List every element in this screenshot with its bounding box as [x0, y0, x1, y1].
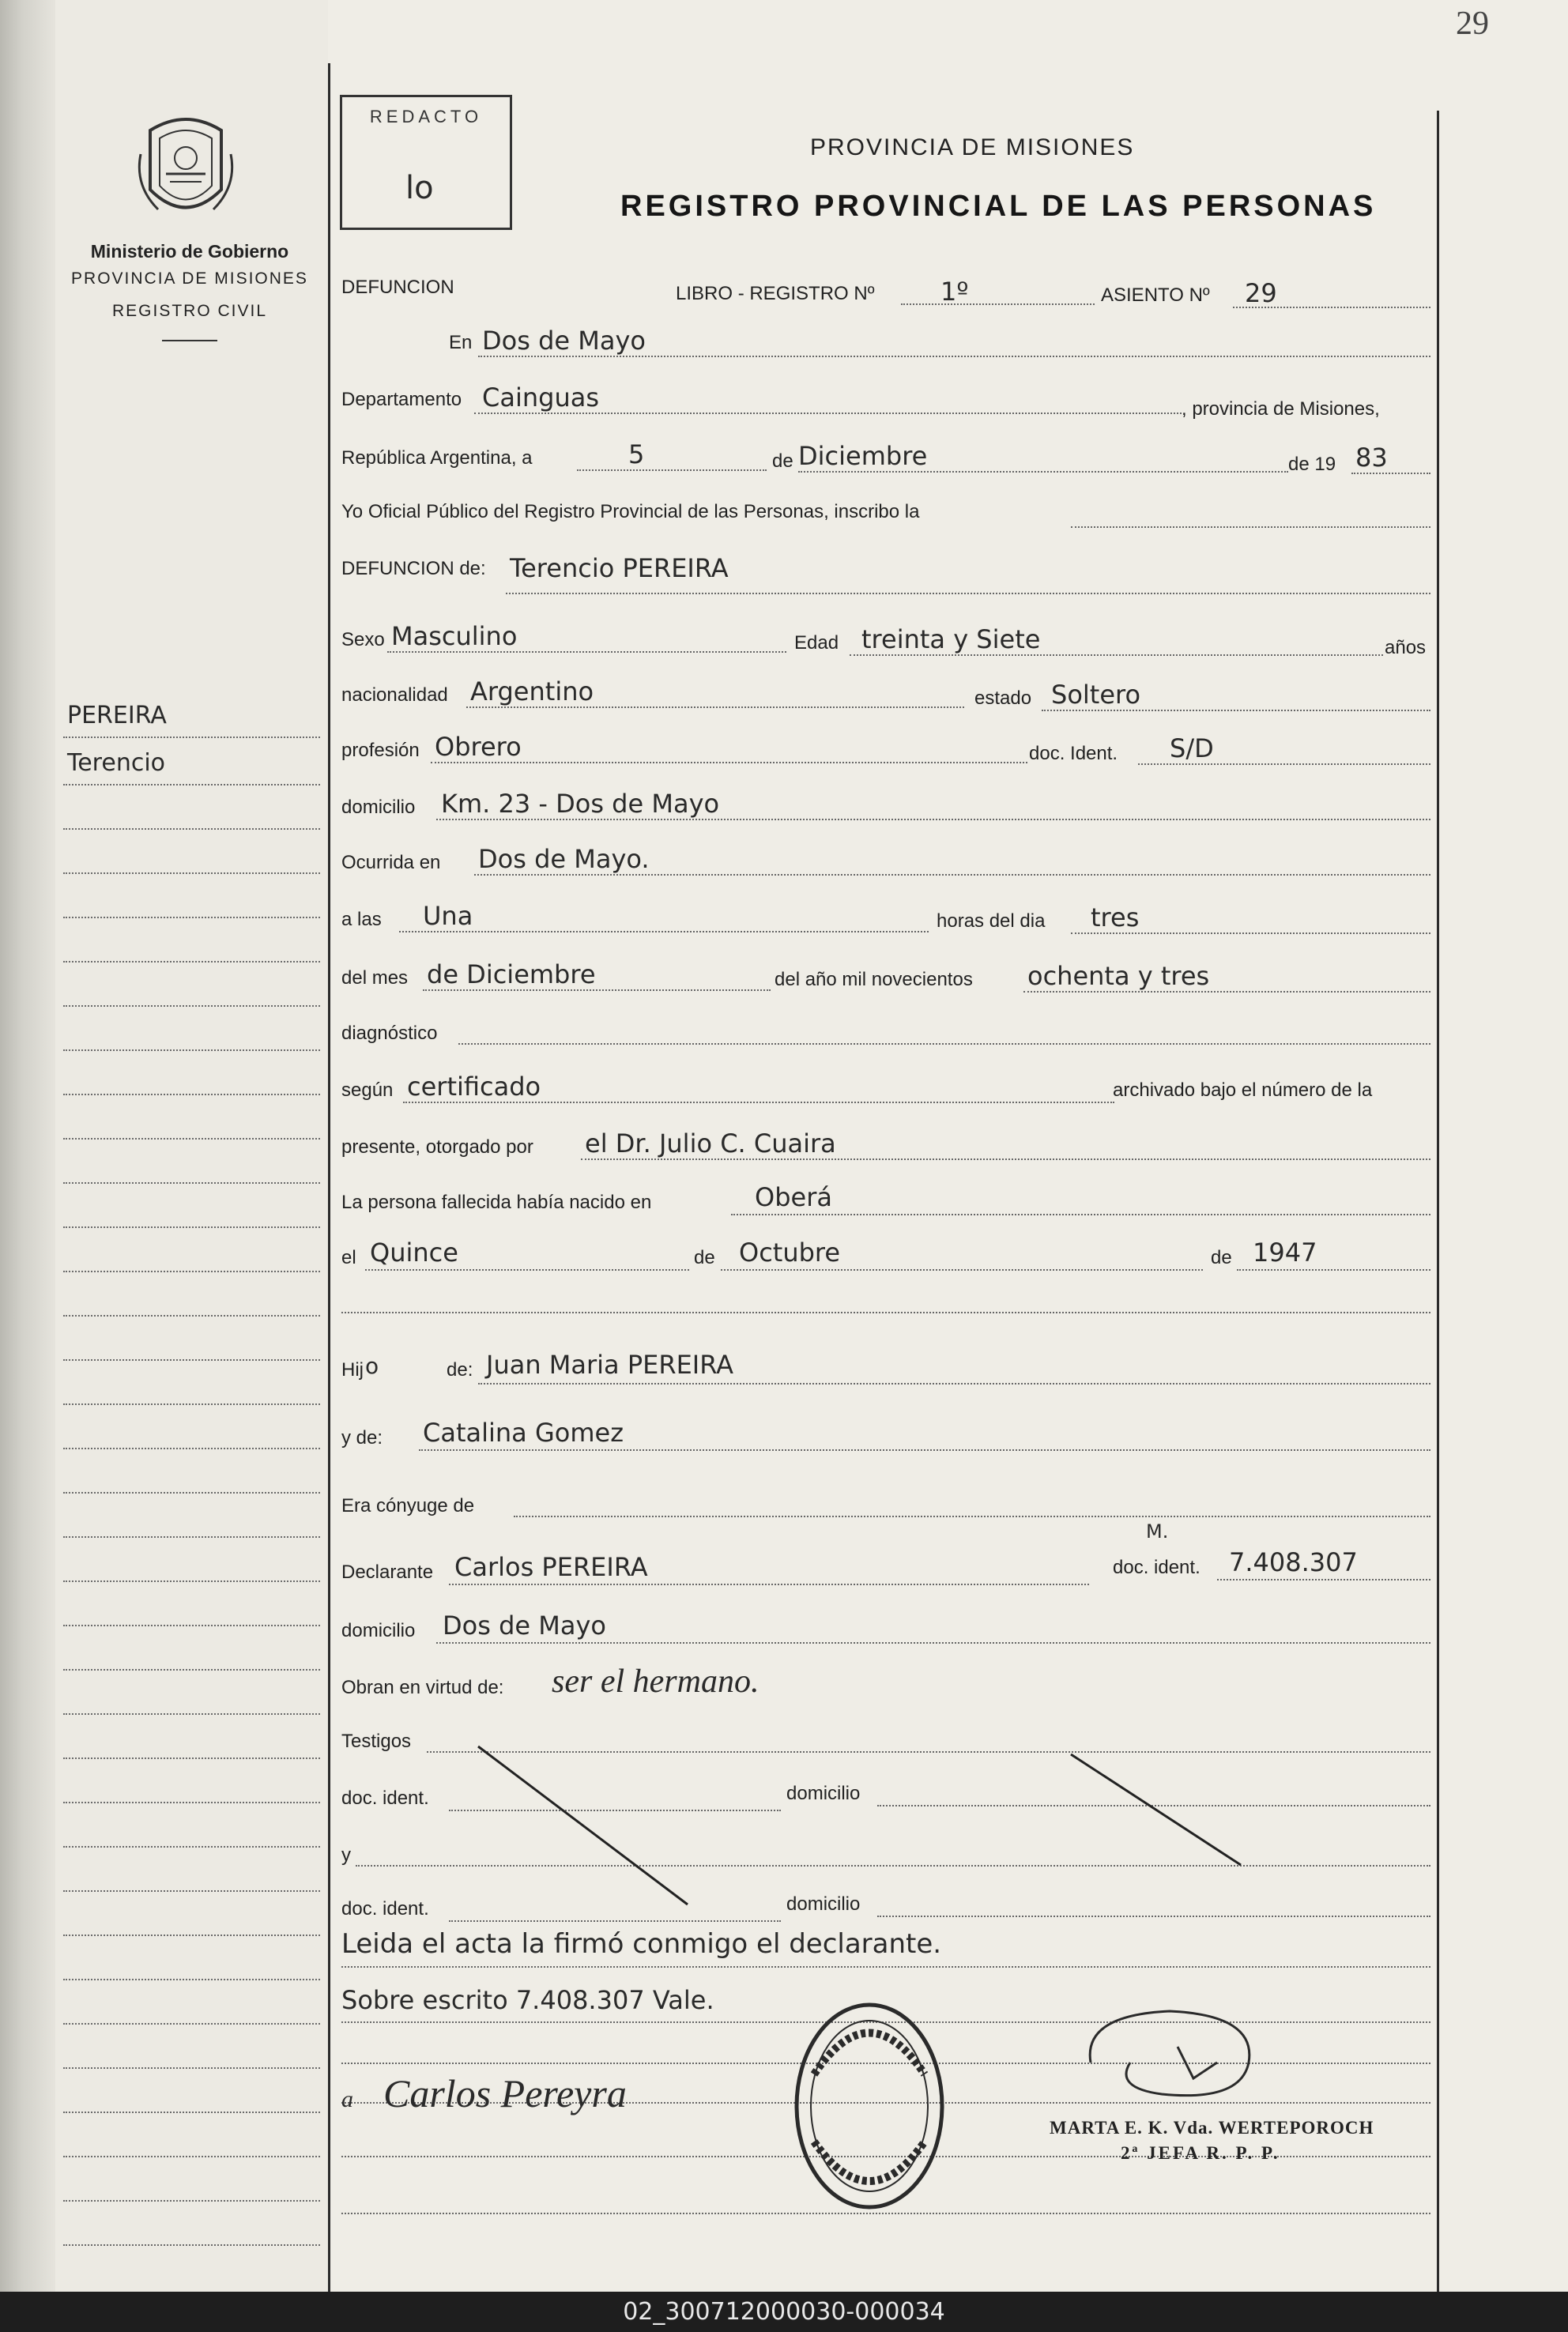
padre-line [478, 1383, 1430, 1385]
margin-line [63, 784, 320, 785]
nacido-line [731, 1214, 1430, 1215]
anio-muerte-line [1023, 991, 1430, 993]
medico-line [581, 1158, 1430, 1160]
en-line [478, 356, 1430, 357]
margin-line [63, 1757, 320, 1759]
certificado-value: certificado [407, 1072, 541, 1102]
declarante-dom-value: Dos de Mayo [443, 1611, 606, 1641]
departamento-value: Cainguas [482, 382, 599, 413]
margin-line [63, 1625, 320, 1626]
footer-id: 02_300712000030-000034 [0, 2292, 1568, 2332]
margin-line [63, 1138, 320, 1140]
declarante-doc-note: M. [1146, 1520, 1169, 1543]
profesion-value: Obrero [435, 732, 522, 762]
y-de-label: y de: [341, 1427, 383, 1449]
en-label: En [449, 332, 473, 353]
mes-line [798, 471, 1288, 473]
departamento-label: Departamento [341, 389, 462, 410]
doc-ident-label: doc. Ident. [1029, 743, 1118, 764]
margin-line [63, 1226, 320, 1228]
margin-line [63, 1182, 320, 1184]
presente-label: presente, otorgado por [341, 1136, 533, 1158]
margin-line [63, 1094, 320, 1095]
padre-value: Juan Maria PEREIRA [486, 1350, 734, 1380]
departamento-line [474, 413, 1182, 414]
de-label: de [772, 450, 793, 472]
official-stamp-icon [790, 1999, 948, 2213]
margin-line [63, 1935, 320, 1936]
asiento-value: 29 [1245, 278, 1277, 308]
segun-label: según [341, 1079, 394, 1101]
closing-line-1 [341, 1966, 1430, 1968]
domicilio-line [436, 819, 1430, 820]
domicilio3-label: domicilio [786, 1783, 861, 1804]
registrar-name: MARTA E. K. Vda. WERTEPOROCH [1050, 2118, 1374, 2138]
hijo-suffix: o [365, 1353, 379, 1379]
yo-oficial-text: Yo Oficial Público del Registro Provincial de las Personas, inscribo la [341, 501, 920, 522]
doc-ident-value: S/D [1170, 733, 1214, 763]
right-rule [1437, 111, 1439, 2292]
ministry-title: Ministerio de Gobierno [90, 241, 289, 262]
mes-nac-line [721, 1269, 1203, 1271]
margin-line [63, 1271, 320, 1272]
a-las-label: a las [341, 909, 382, 930]
dia-nac-value: Quince [370, 1238, 458, 1268]
de19-label: de 19 [1288, 454, 1336, 475]
margin-line [63, 2156, 320, 2157]
segun-line [403, 1102, 1114, 1103]
dia-muerte-line [1071, 932, 1430, 934]
margin-line [63, 1403, 320, 1405]
archivado-label: archivado bajo el número de la [1113, 1079, 1373, 1101]
doc-ident-line [1138, 763, 1430, 765]
closing-note-1: Leida el acta la firmó conmigo el declarante. [341, 1928, 942, 1960]
difunto-value: Terencio PEREIRA [510, 553, 729, 583]
diagnostico-line [458, 1043, 1430, 1045]
margin-surname: PEREIRA [67, 702, 167, 729]
margin-line [63, 1049, 320, 1051]
domicilio4-label: domicilio [786, 1893, 861, 1915]
y-label: y [341, 1844, 351, 1866]
margin-line [63, 1979, 320, 1980]
dia-value: 5 [628, 439, 645, 469]
nacionalidad-value: Argentino [470, 676, 594, 706]
mes-muerte-line [423, 989, 771, 991]
header-title: REGISTRO PROVINCIAL DE LAS PERSONAS [620, 190, 1377, 223]
witness-strikes [474, 1739, 1265, 1920]
anio-nac-line [1237, 1269, 1430, 1271]
obran-value: ser el hermano. [552, 1663, 760, 1700]
header-province: PROVINCIA DE MISIONES [810, 134, 1135, 160]
diagnostico-label: diagnóstico [341, 1023, 438, 1044]
profesion-label: profesión [341, 740, 420, 761]
margin-line [63, 1846, 320, 1848]
dia-line [577, 469, 767, 471]
medico-value: el Dr. Julio C. Cuaira [585, 1128, 836, 1158]
libro-line [901, 303, 1095, 305]
closing-line-6 [341, 2213, 1430, 2214]
margin-line [63, 872, 320, 874]
defuncion-de-label: DEFUNCION de: [341, 558, 486, 579]
libro-value: 1º [940, 277, 969, 307]
ministry-divider [162, 340, 217, 341]
madre-line [419, 1449, 1430, 1451]
page-number: 29 [1456, 6, 1489, 42]
estado-line [1042, 710, 1430, 711]
sexo-value: Masculino [391, 621, 518, 651]
testigos-label: Testigos [341, 1731, 412, 1752]
hijo-de-label: de: [447, 1359, 473, 1381]
margin-line [63, 1315, 320, 1317]
margin-line [63, 1802, 320, 1803]
registrar-signature [1067, 1999, 1280, 2110]
margin-line [63, 2067, 320, 2069]
doc-ident2-label: doc. ident. [1113, 1557, 1200, 1578]
mes-value: Diciembre [798, 441, 928, 471]
margin-line [63, 2244, 320, 2246]
margin-line [63, 2023, 320, 2025]
estado-value: Soltero [1051, 680, 1141, 710]
margin-line [63, 917, 320, 918]
margin-line [63, 828, 320, 830]
conyuge-line [514, 1516, 1430, 1517]
dia-nac-line [365, 1269, 689, 1271]
hora-line [399, 931, 929, 932]
obran-label: Obran en virtud de: [341, 1677, 504, 1698]
declarant-signature: Carlos Pereyra [383, 2071, 627, 2115]
redacto-value: lo [405, 170, 434, 206]
declarante-doc-line [1217, 1579, 1430, 1580]
doc-ident3-label: doc. ident. [341, 1788, 429, 1809]
nacionalidad-label: nacionalidad [341, 684, 448, 706]
hora-value: Una [423, 901, 473, 931]
anio-nac-value: 1947 [1253, 1238, 1317, 1268]
el-label: el [341, 1247, 356, 1268]
conyuge-label: Era cónyuge de [341, 1495, 475, 1516]
libro-label: LIBRO - REGISTRO Nº [676, 283, 875, 304]
anio-muerte-value: ochenta y tres [1027, 961, 1210, 991]
margin-line [63, 1005, 320, 1007]
registrar-role: 2ª JEFA R. P. P. [1121, 2143, 1280, 2163]
horas-dia-label: horas del dia [937, 910, 1046, 932]
margin-line [63, 1448, 320, 1449]
closing-note-2: Sobre escrito 7.408.307 Vale. [341, 1985, 714, 2015]
domicilio2-label: domicilio [341, 1620, 416, 1641]
inscribo-line [1071, 526, 1430, 528]
margin-rule [328, 63, 330, 2292]
binding-spine [0, 0, 55, 2292]
margin-line [63, 961, 320, 963]
provincia-label: , provincia de Misiones, [1182, 398, 1380, 420]
estado-label: estado [974, 688, 1032, 709]
edad-label: Edad [794, 632, 839, 654]
ocurrida-label: Ocurrida en [341, 852, 441, 873]
declarante-value: Carlos PEREIRA [454, 1552, 648, 1582]
madre-value: Catalina Gomez [423, 1418, 624, 1448]
nacido-label: La persona fallecida había nacido en [341, 1192, 652, 1213]
difunto-line [506, 593, 1430, 594]
margin-line [63, 1536, 320, 1538]
profesion-line [431, 762, 1027, 763]
redacto-box [340, 95, 512, 230]
signature-prefix: a [341, 2086, 353, 2112]
lugar-value: Dos de Mayo [482, 326, 646, 356]
doc-ident4-label: doc. ident. [341, 1898, 429, 1919]
anio-line [1351, 473, 1430, 474]
republica-label: República Argentina, a [341, 447, 533, 469]
declarante-line [449, 1584, 1089, 1585]
edad-line [850, 654, 1383, 656]
margin-line [63, 1492, 320, 1494]
del-mes-label: del mes [341, 967, 409, 989]
declarante-doc-value: 7.408.307 [1229, 1547, 1358, 1577]
testigo2-doc-line [449, 1920, 781, 1922]
ministry-registry: REGISTRO CIVIL [111, 302, 268, 320]
redacto-label: REDACTO [369, 107, 483, 126]
margin-line [63, 737, 320, 738]
de-nac2-label: de [1211, 1247, 1232, 1268]
margin-line [63, 2200, 320, 2202]
sexo-label: Sexo [341, 629, 385, 650]
domicilio-value: Km. 23 - Dos de Mayo [441, 789, 720, 819]
domicilio-label: domicilio [341, 797, 416, 818]
margin-firstname: Terencio [67, 749, 166, 777]
ministry-province: PROVINCIA DE MISIONES [71, 269, 308, 288]
ocurrida-line [474, 874, 1430, 876]
asiento-label: ASIENTO Nº [1101, 284, 1210, 306]
margin-line [63, 1580, 320, 1582]
sexo-line [387, 651, 786, 653]
declarante-label: Declarante [341, 1562, 434, 1583]
lugar-nac-value: Oberá [755, 1182, 832, 1212]
mes-nac-value: Octubre [739, 1238, 841, 1268]
anio-value: 83 [1355, 443, 1388, 473]
margin-line [63, 1669, 320, 1671]
ocurrida-value: Dos de Mayo. [478, 844, 650, 874]
declarante-dom-line [436, 1642, 1430, 1644]
mes-muerte-value: de Diciembre [427, 959, 596, 989]
del-ano-label: del año mil novecientos [775, 969, 973, 990]
blank-line [341, 1312, 1430, 1313]
edad-value: treinta y Siete [861, 624, 1041, 654]
margin-line [63, 1713, 320, 1715]
dia-muerte-value: tres [1091, 902, 1140, 932]
anos-label: años [1385, 637, 1427, 658]
hijo-label: Hij [341, 1359, 364, 1381]
margin-line [63, 1359, 320, 1361]
margin-line [63, 2112, 320, 2113]
defuncion-label: DEFUNCION [341, 277, 454, 298]
nacionalidad-line [466, 706, 964, 708]
margin-line [63, 1890, 320, 1892]
de-nac-label: de [694, 1247, 715, 1268]
coat-of-arms-icon [134, 115, 237, 225]
